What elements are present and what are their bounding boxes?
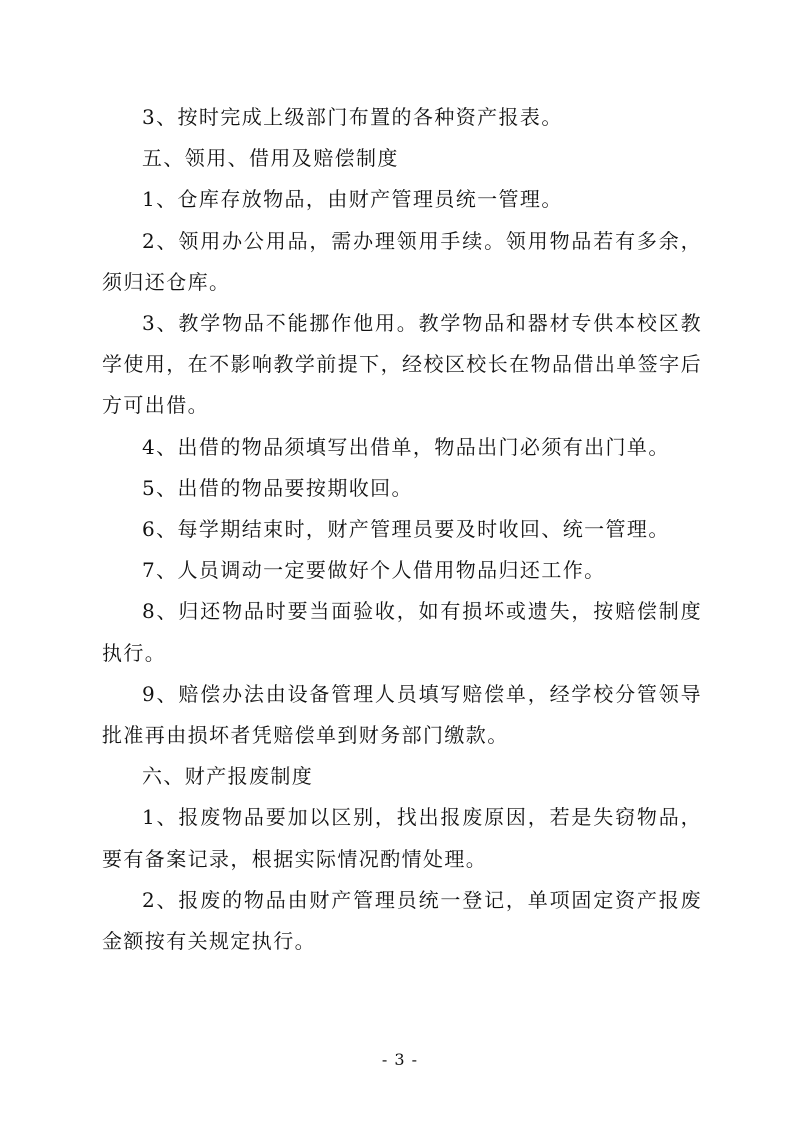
paragraph-item-2-scrap-register: 2、报废的物品由财产管理员统一登记，单项固定资产报废金额按有关规定执行。 [102,887,702,954]
paragraph-item-2-office-supplies: 2、领用办公用品，需办理领用手续。领用物品若有多余，须归还仓库。 [102,228,702,294]
paragraph-item-1-scrap-reason: 1、报废物品要加以区别，找出报废原因，若是失窃物品，要有备案记录，根据实际情况酌情处理。 [102,805,702,871]
paragraph-item-3-teaching-items: 3、教学物品不能挪作他用。教学物品和器材专供本校区教学使用，在不影响教学前提下，经校区校长在物品借出单签字后方可出借。 [102,311,702,418]
paragraph-item-1-storage: 1、仓库存放物品，由财产管理员统一管理。 [142,187,563,212]
paragraph-item-7-staff-transfer: 7、人员调动一定要做好个人借用物品归还工作。 [142,558,606,583]
paragraph-item-8-inspection: 8、归还物品时要当面验收，如有损坏或遗失，按赔偿制度执行。 [102,599,702,665]
paragraph-item-9-compensation: 9、赔偿办法由设备管理人员填写赔偿单，经学校分管领导批准再由损坏者凭赔偿单到财务部门缴款。 [102,681,702,748]
page-number: - 3 - [381,1050,419,1069]
paragraph-item-3-reports: 3、按时完成上级部门布置的各种资产报表。 [142,105,563,129]
paragraph-item-6-semester-end: 6、每学期结束时，财产管理员要及时收回、统一管理。 [142,517,670,542]
document-body [102,97,702,962]
section-heading-5: 五、领用、借用及赔偿制度 [142,146,399,171]
paragraph-item-4-lending-slip: 4、出借的物品须填写出借单，物品出门必须有出门单。 [142,434,670,459]
section-heading-6: 六、财产报废制度 [142,764,314,789]
paragraph-item-5-return-on-time: 5、出借的物品要按期收回。 [142,475,413,500]
